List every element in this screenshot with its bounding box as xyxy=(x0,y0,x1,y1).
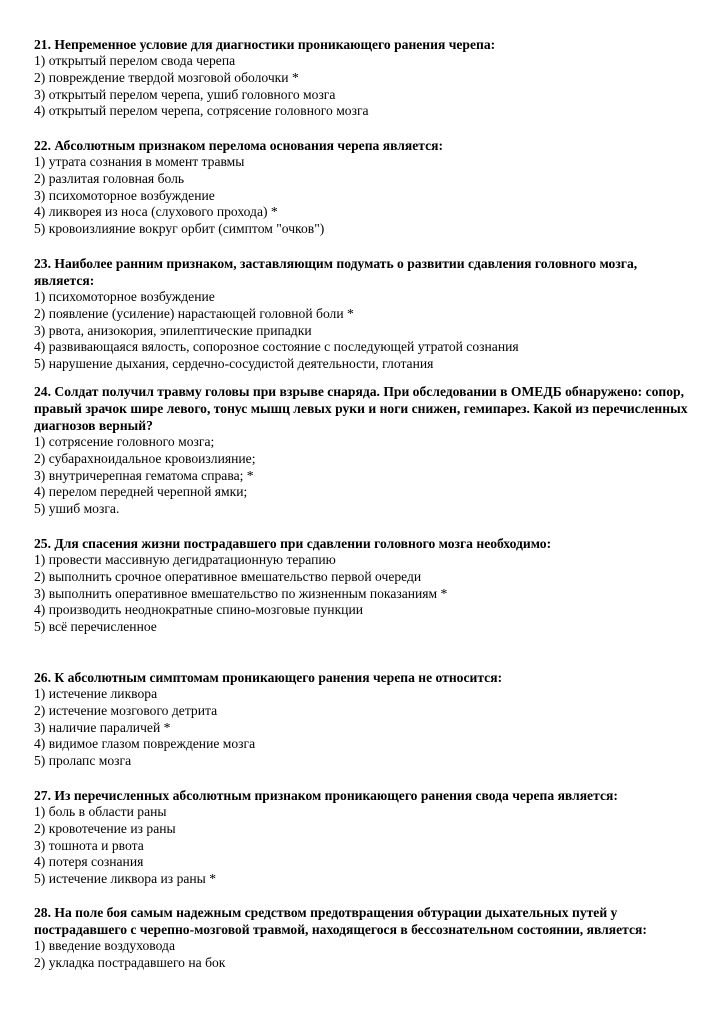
answer-option: 2) кровотечение из раны xyxy=(34,820,176,836)
answer-option: 5) всё перечисленное xyxy=(34,619,157,635)
answer-option: 4) производить неоднократные спино-мозговые пункции xyxy=(34,602,364,618)
answer-option: 5) нарушение дыхания, сердечно-сосудистой деятельности, глотания xyxy=(34,356,434,372)
answer-option: 2) повреждение твердой мозговой оболочки * xyxy=(34,69,299,85)
answer-option: 2) разлитая головная боль xyxy=(34,170,185,186)
answer-option: 3) открытый перелом черепа, ушиб головного мозга xyxy=(34,86,336,102)
answer-option: 2) укладка пострадавшего на бок xyxy=(34,954,226,970)
answer-option: 4) открытый перелом черепа, сотрясение головного мозга xyxy=(34,103,369,119)
answer-options xyxy=(34,53,694,120)
question-23 xyxy=(34,255,694,373)
answer-option: 3) тошнота и рвота xyxy=(34,837,144,853)
answer-option: 3) наличие параличей * xyxy=(34,719,171,735)
answer-options xyxy=(34,552,694,636)
answer-option: 1) открытый перелом свода черепа xyxy=(34,53,236,68)
answer-options xyxy=(34,686,694,770)
answer-option: 2) истечение мозгового детрита xyxy=(34,702,218,718)
answer-option: 1) боль в области раны xyxy=(34,804,167,819)
answer-option: 1) провести массивную дегидратационную терапию xyxy=(34,552,336,567)
answer-option: 5) кровоизлияние вокруг орбит (симптом "очков") xyxy=(34,221,325,237)
answer-options xyxy=(34,938,694,972)
answer-option: 1) введение воздуховода xyxy=(34,938,175,953)
answer-option: 2) появление (усиление) нарастающей головной боли * xyxy=(34,305,354,321)
question-title: 27. Из перечисленных абсолютным признаком проникающего ранения свода черепа является: xyxy=(34,788,618,803)
answer-option: 1) истечение ликвора xyxy=(34,686,158,701)
question-28 xyxy=(34,904,694,972)
question-title: 21. Непременное условие для диагностики проникающего ранения черепа: xyxy=(34,37,496,52)
answer-option: 5) ушиб мозга. xyxy=(34,501,120,517)
question-24 xyxy=(34,383,694,518)
answer-option: 2) субарахноидальное кровоизлияние; xyxy=(34,450,256,466)
answer-option: 1) сотрясение головного мозга; xyxy=(34,434,215,449)
answer-option: 3) выполнить оперативное вмешательство по жизненным показаниям * xyxy=(34,585,448,601)
question-26 xyxy=(34,669,694,770)
answer-options xyxy=(34,804,694,888)
answer-option: 2) выполнить срочное оперативное вмешательство первой очереди xyxy=(34,568,422,584)
answer-option: 4) потеря сознания xyxy=(34,854,144,870)
answer-options xyxy=(34,434,694,518)
answer-option: 3) внутричерепная гематома справа; * xyxy=(34,467,254,483)
question-22 xyxy=(34,137,694,238)
answer-options xyxy=(34,154,694,238)
question-title: 26. К абсолютным симптомам проникающего ранения черепа не относится: xyxy=(34,670,503,685)
answer-option: 4) перелом передней черепной ямки; xyxy=(34,484,248,500)
answer-option: 4) видимое глазом повреждение мозга xyxy=(34,736,256,752)
question-title: 25. Для спасения жизни пострадавшего при сдавлении головного мозга необходимо: xyxy=(34,536,552,551)
answer-option: 5) истечение ликвора из раны * xyxy=(34,871,217,887)
answer-option: 1) психомоторное возбуждение xyxy=(34,289,215,304)
question-25 xyxy=(34,535,694,636)
question-title: 23. Наиболее ранним признаком, заставляющим подумать о развитии сдавления головного мозга, является: xyxy=(34,256,638,288)
answer-option: 3) психомоторное возбуждение xyxy=(34,187,215,203)
answer-option: 4) ликворея из носа (слухового прохода) * xyxy=(34,204,278,220)
question-title: 22. Абсолютным признаком перелома основания черепа является: xyxy=(34,138,444,153)
answer-option: 5) пролапс мозга xyxy=(34,753,132,769)
answer-option: 1) утрата сознания в момент травмы xyxy=(34,154,245,169)
question-21 xyxy=(34,36,694,120)
question-27 xyxy=(34,787,694,888)
answer-option: 4) развивающаяся вялость, сопорозное состояние с последующей утратой сознания xyxy=(34,339,519,355)
answer-options xyxy=(34,289,694,373)
question-title: 24. Солдат получил травму головы при взрыве снаряда. При обследовании в ОМЕДБ обнаружено: сопор, правый зрачок шире левого, тонус мышц левых руки и ноги снижен, гемипарез. Какой из перечисленных диагнозов верный? xyxy=(34,384,688,433)
answer-option: 3) рвота, анизокория, эпилептические припадки xyxy=(34,322,312,338)
question-title: 28. На поле боя самым надежным средством предотвращения обтурации дыхательных путей у пострадавшего с черепно-мозговой травмой, находящегося в бессознательном состоянии, является: xyxy=(34,905,647,937)
